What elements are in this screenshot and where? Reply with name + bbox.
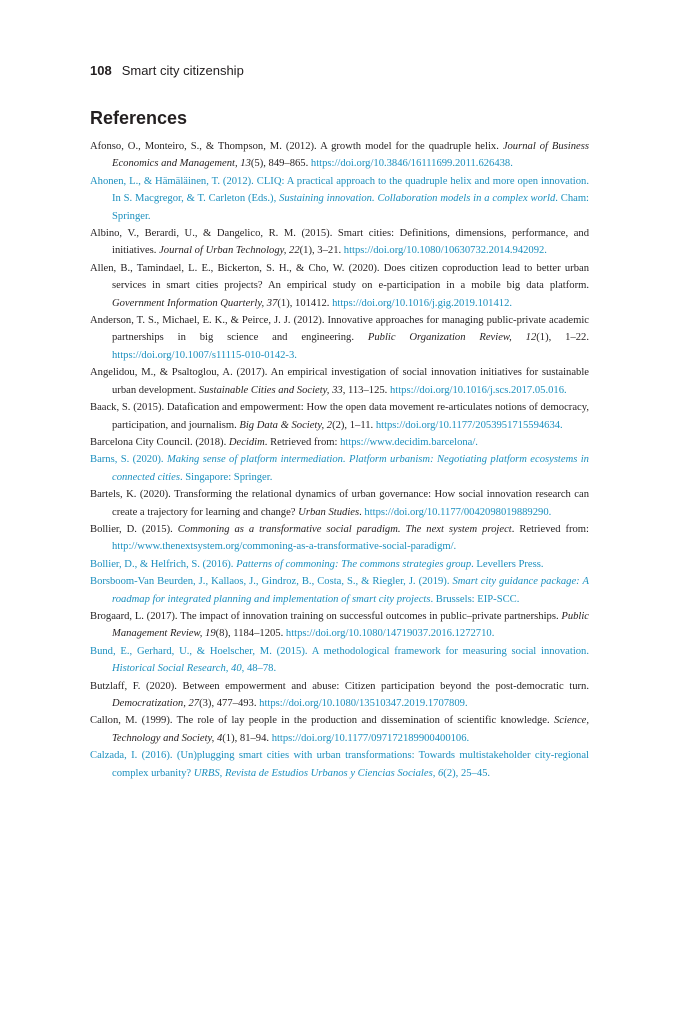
reference-entry xyxy=(90,678,589,713)
reference-entry[interactable] xyxy=(90,556,589,573)
reference-text: Bollier, D. (2015). xyxy=(90,523,178,535)
reference-text: Brogaard, L. (2017). The impact of innovation training on successful outcomes in public–private partnerships. xyxy=(90,610,562,622)
reference-source: URBS, Revista de Estudios Urbanos y Ciencias Sociales, 6 xyxy=(193,767,444,779)
reference-entry xyxy=(90,399,589,434)
book-title: Smart city citizenship xyxy=(121,63,244,78)
reference-entry xyxy=(90,608,589,643)
reference-source: Commoning as a transformative social paradigm. The next system project xyxy=(177,523,512,535)
reference-entry xyxy=(90,225,589,260)
reference-details: . Cham: Springer. xyxy=(112,193,590,222)
reference-details: . Retrieved from: xyxy=(264,436,341,448)
reference-details: (3), 477–493. xyxy=(199,698,260,709)
reference-source: Smart city guidance package: A roadmap for integrated planning and implementation of smart city projects xyxy=(112,576,589,605)
page-number: 108 xyxy=(90,63,112,78)
reference-details: (1), 81–94. xyxy=(222,732,272,744)
reference-details: (8), 1184–1205. xyxy=(215,628,286,640)
reference-link[interactable]: https://www.decidim.barcelona/. xyxy=(340,436,478,448)
reference-text: Albino, V., Berardi, U., & Dangelico, R. M. (2015). Smart cities: Definitions, dimensions, performance, and initiatives. xyxy=(90,228,589,257)
reference-text: Bartels, K. (2020). Transforming the relational dynamics of urban governance: How social innovation research can create a trajectory for learning and change? xyxy=(90,489,589,518)
reference-link[interactable]: https://doi.org/10.1016/j.gig.2019.101412. xyxy=(332,297,513,309)
reference-details: (1), 101412. xyxy=(277,297,333,309)
reference-text: Calzada, I. (2016). (Un)plugging smart cities with urban transformations: Towards multistakeholder city-regional complex urbanity? xyxy=(90,750,589,779)
reference-text: Anderson, T. S., Michael, E. K., & Peirce, J. J. (2012). Innovative approaches for managing public-private academic partnerships in big science and engineering. xyxy=(90,315,589,344)
reference-link[interactable]: https://doi.org/10.1080/10630732.2014.942092. xyxy=(343,245,547,257)
reference-source: Decidim xyxy=(228,436,265,448)
reference-entry xyxy=(90,712,589,747)
section-title: References xyxy=(90,108,188,128)
reference-text: Barcelona City Council. (2018). xyxy=(90,436,229,448)
reference-link[interactable]: https://doi.org/10.3846/16111699.2011.626438. xyxy=(310,158,513,170)
reference-text: Bollier, D., & Helfrich, S. (2016). xyxy=(90,558,237,570)
reference-details: (2), 1–11. xyxy=(332,419,376,431)
reference-entry xyxy=(90,260,589,312)
reference-entry xyxy=(90,521,589,556)
reference-entry xyxy=(90,138,589,173)
reference-text: Bund, E., Gerhard, U., & Hoelscher, M. (2015). A methodological framework for measuring social innovation. xyxy=(90,645,589,657)
reference-details: , 113–125. xyxy=(342,384,390,396)
reference-source: Sustaining innovation. Collaboration models in a complex world xyxy=(279,193,556,205)
reference-source: Urban Studies xyxy=(298,506,360,518)
reference-text: Butzlaff, F. (2020). Between empowerment and abuse: Citizen participation beyond the post-democratic turn. xyxy=(90,680,589,692)
reference-link[interactable]: https://doi.org/10.1007/s11115-010-0142-3. xyxy=(112,349,297,361)
reference-details: . Brussels: EIP-SCC. xyxy=(430,593,520,605)
reference-entry xyxy=(90,486,589,521)
reference-source: Democratization, 27 xyxy=(112,698,200,709)
reference-details: (1), 1–22. xyxy=(536,332,589,344)
reference-text: Afonso, O., Monteiro, S., & Thompson, M. (2012). A growth model for the quadruple helix. xyxy=(90,141,503,152)
reference-text: Borsboom-Van Beurden, J., Kallaos, J., Gindroz, B., Costa, S., & Riegler, J. (2019). xyxy=(90,576,453,588)
reference-source: Journal of Business Economics and Management, 13 xyxy=(112,141,589,170)
reference-details: (5), 849–865. xyxy=(250,158,311,170)
reference-source: Journal of Urban Technology, 22 xyxy=(159,245,300,257)
reference-text: Callon, M. (1999). The role of lay people in the production and dissemination of scientific knowledge. xyxy=(90,715,554,727)
reference-source: Public Organization Review, 12 xyxy=(367,332,537,344)
reference-text: Ahonen, L., & Hämäläinen, T. (2012). CLIQ: A practical approach to the quadruple helix and more open innovation. In S. Macgregor, & T. Carleton (Eds.), xyxy=(90,175,589,205)
reference-details: (2), 25–45. xyxy=(443,767,491,779)
reference-source: Historical Social Research, 40 xyxy=(112,663,242,675)
reference-details: . Levellers Press. xyxy=(471,558,544,570)
reference-text: Angelidou, M., & Psaltoglou, A. (2017). An empirical investigation of social innovation initiatives for sustainable urban development. xyxy=(90,367,589,396)
reference-link[interactable]: https://doi.org/10.1177/097172189900400106. xyxy=(271,732,470,744)
reference-link[interactable]: https://doi.org/10.1177/2053951715594634. xyxy=(375,419,563,431)
reference-details: . xyxy=(359,506,365,518)
reference-entry[interactable] xyxy=(90,451,589,486)
reference-source: Making sense of platform intermediation. Platform urbanism: Negotiating platform ecosystems in connected cities xyxy=(112,454,589,483)
reference-details: (1), 3–21. xyxy=(299,245,344,257)
running-head xyxy=(90,63,244,78)
reference-link[interactable]: https://doi.org/10.1016/j.scs.2017.05.016. xyxy=(389,384,567,396)
reference-link[interactable]: https://doi.org/10.1080/13510347.2019.1707809. xyxy=(259,698,468,709)
reference-source: Sustainable Cities and Society, 33 xyxy=(198,384,343,396)
reference-details: . Singapore: Springer. xyxy=(179,471,273,483)
reference-link[interactable]: http://www.thenextsystem.org/commoning-as-a-transformative-social-paradigm/. xyxy=(112,541,457,553)
reference-details: . Retrieved from: xyxy=(511,523,589,535)
reference-source: Public Management Review, 19 xyxy=(112,610,589,640)
reference-entry[interactable] xyxy=(90,643,589,678)
reference-entry xyxy=(90,434,589,451)
reference-list xyxy=(90,138,589,782)
reference-link[interactable]: https://doi.org/10.1080/14719037.2016.1272710. xyxy=(285,628,495,640)
reference-source: Patterns of commoning: The commons strategies group xyxy=(236,558,472,570)
reference-entry[interactable] xyxy=(90,173,589,225)
reference-source: Big Data & Society, 2 xyxy=(239,419,333,431)
reference-entry[interactable] xyxy=(90,573,589,608)
reference-details: , 48–78. xyxy=(241,663,277,675)
reference-source: Government Information Quarterly, 37 xyxy=(112,297,278,309)
reference-entry xyxy=(90,312,589,364)
reference-text: Baack, S. (2015). Datafication and empowerment: How the open data movement re-articulates notions of democracy, participation, and journalism. xyxy=(90,402,589,431)
reference-source: Science, Technology and Society, 4 xyxy=(112,715,589,744)
reference-text: Allen, B., Tamindael, L. E., Bickerton, S. H., & Cho, W. (2020). Does citizen coproduction lead to better urban services in smart cities projects? An empirical study on e-participation in a mobile big data platform. xyxy=(90,262,589,292)
reference-entry[interactable] xyxy=(90,747,589,782)
reference-text: Barns, S. (2020). xyxy=(90,454,167,466)
reference-entry xyxy=(90,364,589,399)
reference-link[interactable]: https://doi.org/10.1177/0042098019889290. xyxy=(364,506,552,518)
